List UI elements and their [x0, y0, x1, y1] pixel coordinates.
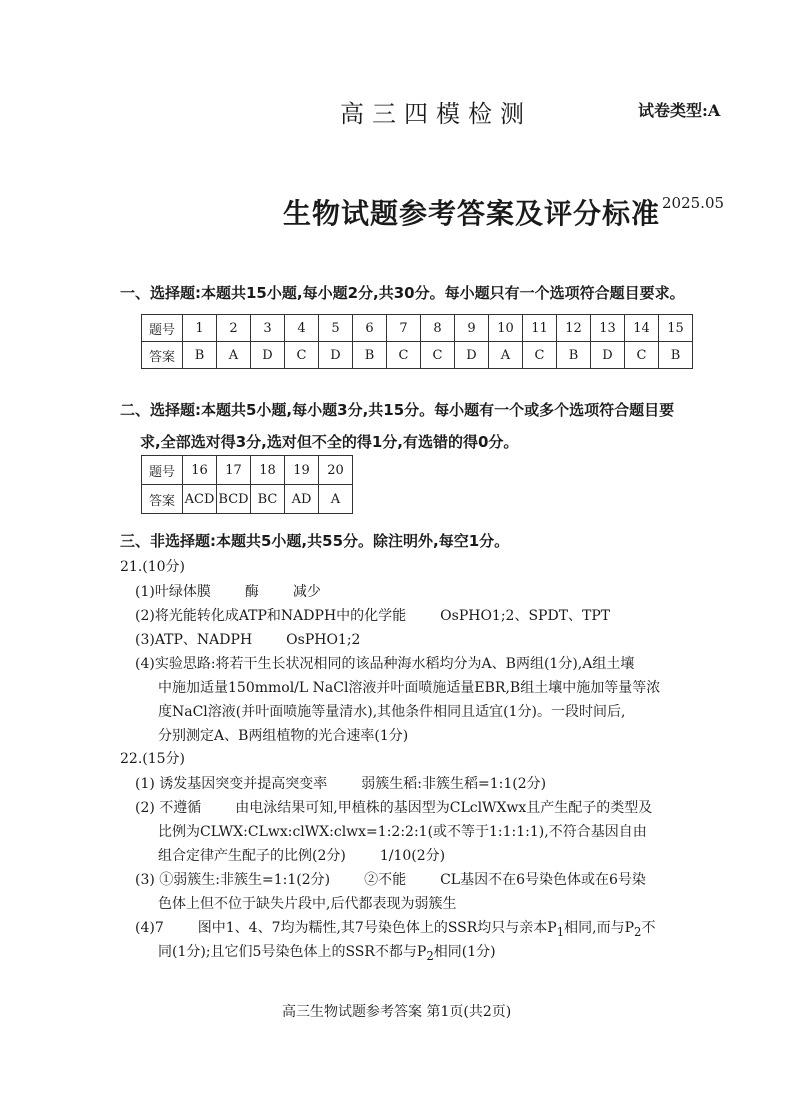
answer-cell: B [353, 342, 387, 369]
section2-title-line1: 二、选择题:本题共5小题,每小题3分,共15分。每小题有一个或多个选项符合题目要 [120, 401, 675, 419]
q22-part2-line3-b: 1/10(2分) [379, 848, 446, 864]
subscript: 2 [426, 948, 434, 963]
question-number: 11 [523, 315, 557, 342]
answer-cell: C [625, 342, 659, 369]
question-number: 15 [659, 315, 693, 342]
q22-part2-b: 由电泳结果可知,甲植株的基因型为CLclWXwx且产生配子的类型及 [235, 800, 653, 816]
paper-type-label: 试卷类型:A [638, 101, 721, 120]
question-number: 9 [455, 315, 489, 342]
q22-part4-line2-a: 同(1分);且它们5号染色体上的SSR不都与P [158, 944, 427, 960]
answer-cell: A [217, 342, 251, 369]
q21-part4-line1: (4)实验思路:将若干生长状况相同的该品种海水稻均分为A、B两组(1分),A组土壤 [135, 656, 635, 672]
section3-title: 三、非选择题:本题共5小题,共55分。除注明外,每空1分。 [120, 532, 510, 550]
q22-part3-b: ②不能 [364, 872, 407, 888]
question-number: 3 [251, 315, 285, 342]
q21-part1 [135, 581, 321, 601]
question-number: 14 [625, 315, 659, 342]
table-row [142, 485, 353, 514]
q22-part3-line2: 色体上但不位于缺失片段中,后代都表现为弱簇生 [158, 896, 457, 912]
question-number: 1 [183, 315, 217, 342]
answer-cell: AD [285, 485, 319, 514]
question-number: 10 [489, 315, 523, 342]
q21-part1-a: (1)叶绿体膜 [135, 584, 211, 600]
row-header-answer: 答案 [142, 485, 183, 514]
q21-part2-b: OsPHO1;2、SPDT、TPT [440, 608, 611, 624]
q22-part4-b: 图中1、4、7均为糯性,其7号染色体上的SSR均只与亲本P [197, 920, 557, 936]
q21-part2 [135, 605, 610, 625]
table-row [142, 315, 693, 342]
section2-title [120, 394, 725, 458]
question-number: 20 [319, 456, 353, 485]
row-header-number: 题号 [142, 456, 183, 485]
q21-part1-c: 减少 [292, 584, 321, 600]
question-number: 7 [387, 315, 421, 342]
answer-cell: B [557, 342, 591, 369]
subscript: 2 [634, 924, 642, 939]
question-number: 5 [319, 315, 353, 342]
answer-cell: D [251, 342, 285, 369]
subscript: 1 [556, 924, 565, 939]
answer-cell: BC [251, 485, 285, 514]
answer-cell: D [455, 342, 489, 369]
question-number: 18 [251, 456, 285, 485]
q22-part4-line2 [158, 941, 496, 963]
q22-heading: 22.(15分) [120, 751, 186, 767]
section1-answer-table [141, 314, 693, 369]
question-number: 4 [285, 315, 319, 342]
q22-part4-c: 相同,而与P [564, 920, 635, 936]
table-row [142, 342, 693, 369]
exam-header-title: 高三四模检测 [340, 100, 532, 128]
q22-part3-a: (3) ①弱簇生:非簇生=1:1(2分) [135, 872, 331, 888]
q22-part2-line3 [158, 845, 445, 865]
document-title: 生物试题参考答案及评分标准 [283, 197, 661, 230]
q21-part3-b: OsPHO1;2 [286, 632, 361, 648]
table-row [142, 456, 353, 485]
section2-answer-table [141, 455, 353, 514]
question-number: 17 [217, 456, 251, 485]
answer-cell: BCD [217, 485, 251, 514]
document-date: 2025.05 [662, 194, 725, 212]
q22-part4-d: 不 [641, 920, 656, 936]
answer-cell: D [591, 342, 625, 369]
q22-part2-line2: 比例为CLWX:CLwx:clWX:clwx=1:2:2:1(或不等于1:1:1:1),不符合基因自由 [158, 824, 647, 840]
q22-part4-line2-b: 相同(1分) [433, 944, 496, 960]
q22-part4-a: (4)7 [135, 920, 164, 936]
q21-part4-line2: 中施加适量150mmol/L NaCl溶液并叶面喷施适量EBR,B组土壤中施加等量等浓 [158, 680, 661, 696]
section1-title: 一、选择题:本题共15小题,每小题2分,共30分。每小题只有一个选项符合题目要求。 [120, 284, 685, 302]
answer-cell: B [659, 342, 693, 369]
q22-part4-line1 [135, 917, 655, 939]
question-number: 16 [183, 456, 217, 485]
q22-part2-line3-a: 组合定律产生配子的比例(2分) [158, 848, 346, 864]
question-number: 2 [217, 315, 251, 342]
question-number: 8 [421, 315, 455, 342]
q21-part2-a: (2)将光能转化成ATP和NADPH中的化学能 [135, 608, 407, 624]
q22-part1 [135, 773, 546, 793]
q22-part2-a: (2) 不遵循 [135, 800, 202, 816]
q21-part3 [135, 629, 360, 649]
q22-part1-b: 弱簇生稻:非簇生稻=1:1(2分) [361, 776, 547, 792]
q21-part3-a: (3)ATP、NADPH [135, 632, 253, 648]
answer-cell: C [523, 342, 557, 369]
answer-cell: D [319, 342, 353, 369]
q21-part4-line4: 分别测定A、B两组植物的光合速率(1分) [158, 728, 409, 744]
row-header-answer: 答案 [142, 342, 183, 369]
answer-cell: C [387, 342, 421, 369]
section2-title-line2: 求,全部选对得3分,选对但不全的得1分,有选错的得0分。 [140, 433, 519, 451]
q21-part4-line3: 度NaCl溶液(并叶面喷施等量清水),其他条件相同且适宜(1分)。一段时间后, [158, 704, 626, 720]
question-number: 6 [353, 315, 387, 342]
q21-heading: 21.(10分) [120, 559, 186, 575]
q22-part3-line1 [135, 869, 646, 889]
row-header-number: 题号 [142, 315, 183, 342]
q21-part1-b: 酶 [244, 584, 259, 600]
q22-part1-a: (1) 诱发基因突变并提高突变率 [135, 776, 328, 792]
question-number: 12 [557, 315, 591, 342]
question-number: 13 [591, 315, 625, 342]
q22-part3-c: CL基因不在6号染色体或在6号染 [440, 872, 646, 888]
answer-cell: A [319, 485, 353, 514]
answer-cell: B [183, 342, 217, 369]
page-footer: 高三生物试题参考答案 第1页(共2页) [282, 1004, 512, 1020]
answer-cell: C [285, 342, 319, 369]
answer-cell: A [489, 342, 523, 369]
question-number: 19 [285, 456, 319, 485]
q22-part2-line1 [135, 797, 652, 817]
answer-cell: ACD [183, 485, 217, 514]
answer-cell: C [421, 342, 455, 369]
